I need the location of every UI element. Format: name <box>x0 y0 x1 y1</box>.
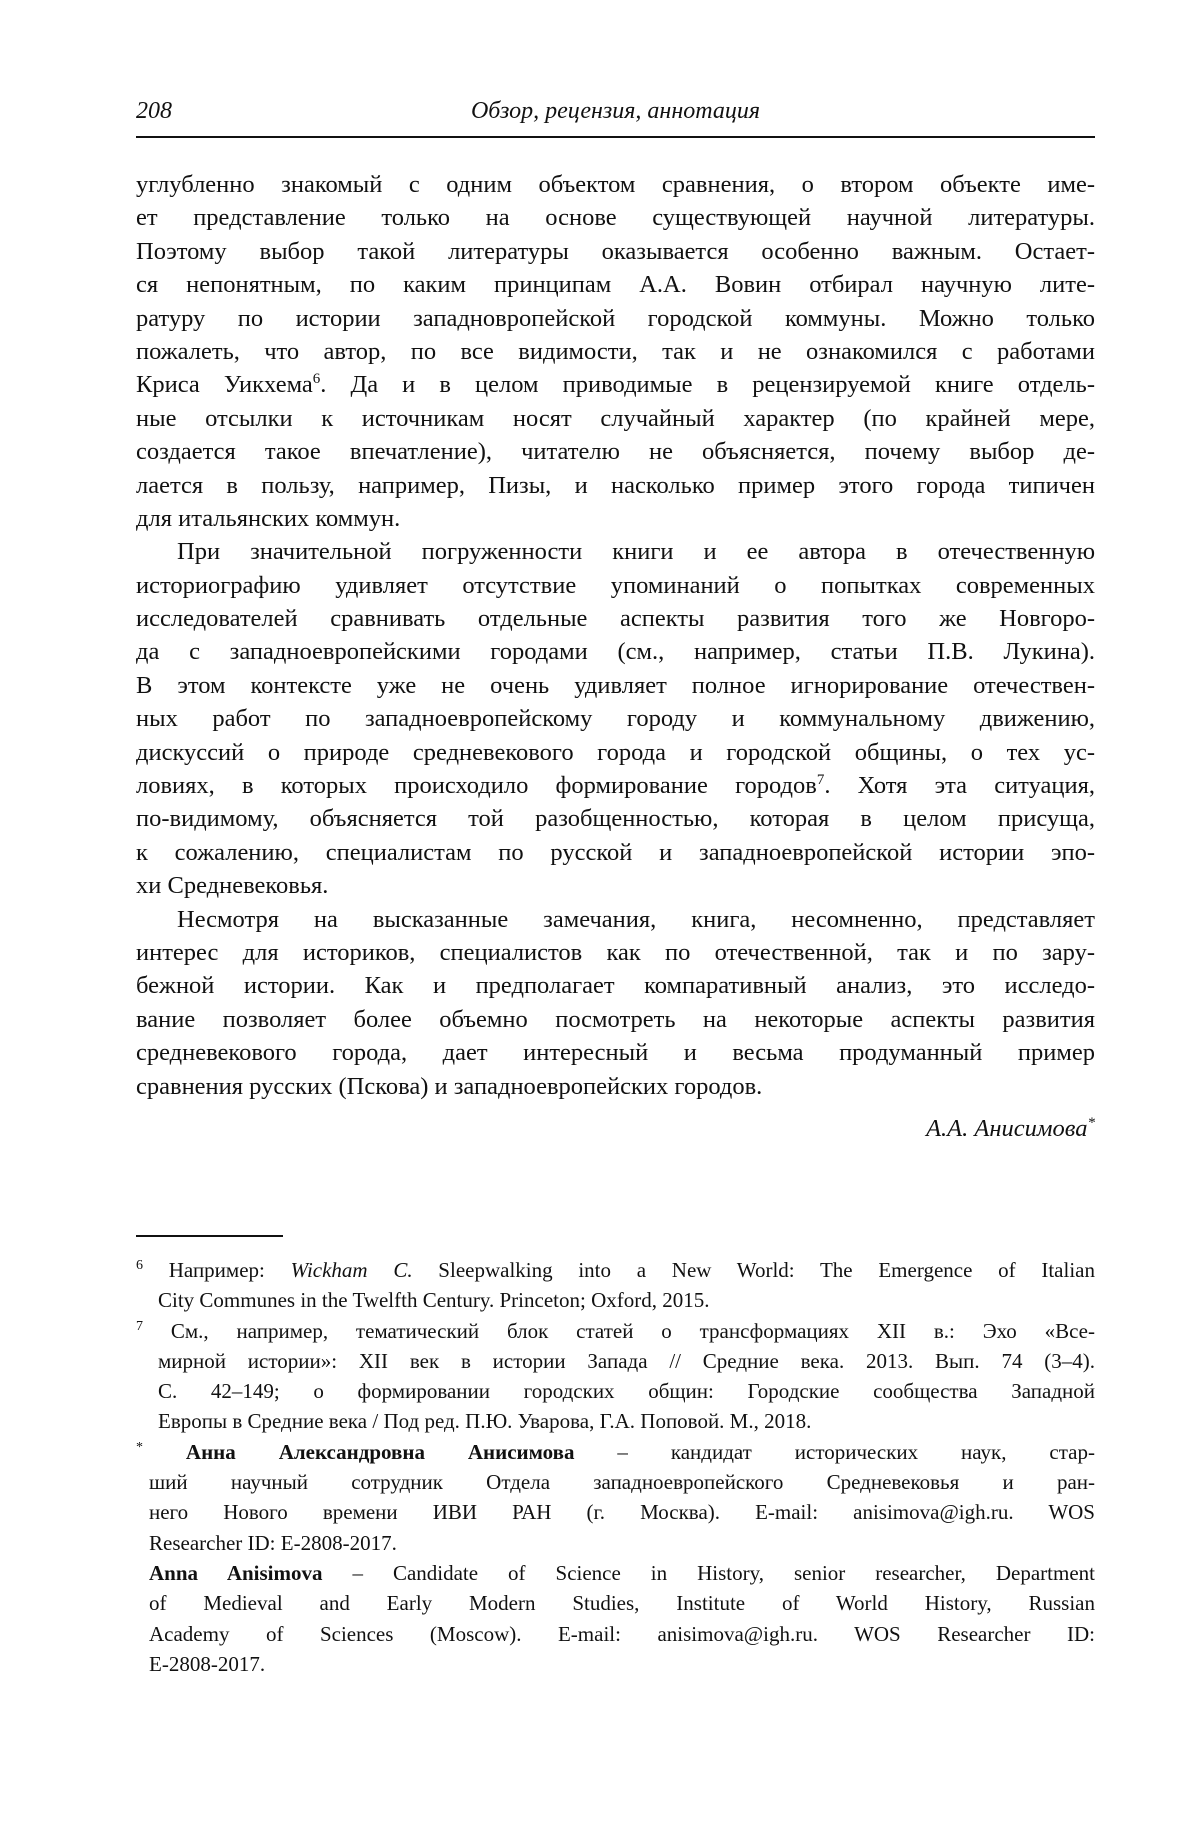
text-segment: Анна Александровна Анисимова <box>185 1439 575 1464</box>
text-line: Academy of Sciences (Moscow). E-mail: anisimova@igh.ru. WOS Researcher ID: <box>149 1621 1095 1646</box>
page-number: 208 <box>136 98 172 124</box>
text-line: для итальянских коммун. <box>136 504 401 532</box>
footnote <box>136 1316 1095 1437</box>
footnote-marker: 6 <box>312 371 321 388</box>
text-line: Researcher ID: E-2808-2017. <box>149 1530 397 1555</box>
text-line: ратуру по истории западновропейской городской коммуны. Можно только <box>136 304 1095 332</box>
footnote <box>136 1558 1095 1679</box>
text-line: бежной истории. Как и предполагает компаративный анализ, это исследо- <box>136 972 1095 1000</box>
running-header <box>136 96 1095 138</box>
text-segment: ловиях, в которых происходило формирование городов <box>136 772 817 800</box>
text-line: хи Средневековья. <box>136 872 329 900</box>
text-line: Несмотря на высказанные замечания, книга, несомненно, представляет <box>177 905 1095 933</box>
text-line: создается такое впечатление), читателю не объясняется, почему выбор де- <box>136 438 1095 466</box>
text-line: дискуссий о природе средневекового города и городской общины, о тех ус- <box>136 738 1095 766</box>
text-line <box>136 1558 1095 1588</box>
text-segment: См., например, тематический блок статей о трансформациях XII в.: Эхо «Все- <box>143 1318 1095 1343</box>
text-segment: – Candidate of Science in History, senior researcher, Department <box>322 1560 1095 1585</box>
text-line: ных работ по западноевропейскому городу и коммунальному движению, <box>136 705 1095 733</box>
text-line: вание позволяет более объемно посмотреть на некоторые аспекты развития <box>136 1005 1095 1033</box>
text-line: С. 42–149; о формировании городских общин: Городские сообщества Западной <box>158 1379 1095 1404</box>
signature-footnote-mark: * <box>1087 1114 1095 1131</box>
text-line: Европы в Средние века / Под ред. П.Ю. Уварова, Г.А. Поповой. М., 2018. <box>158 1409 812 1434</box>
text-line <box>136 1316 1095 1346</box>
paragraph <box>136 903 1095 1103</box>
author-signature <box>136 1109 1095 1149</box>
text-segment <box>143 1440 186 1464</box>
footnote <box>136 1437 1095 1558</box>
text-line: лается в пользу, например, Пизы, и насколько пример этого города типичен <box>136 471 1095 499</box>
footnote-marker: 7 <box>816 772 825 789</box>
text-line: него Нового времени ИВИ РАН (г. Москва). E-mail: anisimova@igh.ru. WOS <box>149 1500 1095 1525</box>
text-segment: Wickham C. <box>290 1258 413 1282</box>
footnote <box>136 1255 1095 1316</box>
text-line: интерес для историков, специалистов как по отечественной, так и по зару- <box>136 938 1095 966</box>
text-segment: . Да и в целом приводимые в рецензируемой книге отдель- <box>320 371 1095 399</box>
text-line: ные отсылки к источникам носят случайный характер (по крайней мере, <box>136 404 1095 432</box>
text-line: При значительной погруженности книги и ее автора в отечественную <box>177 538 1095 566</box>
text-segment: Sleepwalking into a New World: The Emergence of Italian <box>412 1258 1095 1282</box>
text-segment: Anna Anisimova <box>149 1560 323 1585</box>
text-line: средневекового города, дает интересный и весьма продуманный пример <box>136 1039 1095 1067</box>
text-line: ет представление только на основе существующей научной литературы. <box>136 204 1095 232</box>
text-line: исследователей сравнивать отдельные аспекты развития того же Новгоро- <box>136 605 1095 633</box>
section-title: Обзор, рецензия, аннотация <box>470 98 761 124</box>
text-line: of Medieval and Early Modern Studies, Institute of World History, Russian <box>149 1591 1095 1616</box>
text-segment: Например: <box>143 1258 291 1282</box>
text-line: ший научный сотрудник Отдела западноевропейского Средневековья и ран- <box>149 1470 1095 1495</box>
text-line <box>136 368 1095 401</box>
text-line: мирной истории»: XII век в истории Запада // Средние века. 2013. Вып. 74 (3–4). <box>158 1348 1095 1373</box>
footnote-marker: 6 <box>136 1258 143 1273</box>
text-line: E-2808-2017. <box>149 1651 266 1676</box>
text-line: углубленно знакомый с одним объектом сравнения, о втором объекте име- <box>136 171 1095 198</box>
text-line: В этом контексте уже не очень удивляет полное игнорирование отечествен- <box>136 671 1095 699</box>
text-line: City Communes in the Twelfth Century. Princeton; Oxford, 2015. <box>158 1288 710 1313</box>
text-line <box>136 769 1095 802</box>
text-segment: – кандидат исторических наук, стар- <box>574 1439 1095 1464</box>
text-line: пожалеть, что автор, по все видимости, так и не ознакомился с работами <box>136 337 1095 365</box>
footnote-separator <box>136 1235 283 1237</box>
text-line: к сожалению, специалистам по русской и западноевропейской истории эпо- <box>136 838 1095 866</box>
text-segment: . Хотя эта ситуация, <box>824 772 1095 800</box>
text-segment: Криса Уикхема <box>136 371 313 399</box>
text-line <box>136 1255 1095 1285</box>
text-line: сравнения русских (Пскова) и западноевропейских городов. <box>136 1072 763 1100</box>
text-line: по-видимому, объясняется той разобщенностью, которая в целом присуща, <box>136 805 1095 833</box>
body-text <box>136 168 1095 1149</box>
text-line: Поэтому выбор такой литературы оказывается особенно важным. Остает- <box>136 237 1095 265</box>
footnote-marker: 7 <box>136 1318 143 1334</box>
signature-name: А.А. Анисимова <box>926 1114 1088 1142</box>
paragraph <box>136 535 1095 902</box>
text-line: ся непонятным, по каким принципам А.А. Вовин отбирал научную лите- <box>136 271 1095 299</box>
text-line: да с западноевропейскими городами (см., например, статьи П.В. Лукина). <box>136 638 1095 666</box>
footnote-marker: * <box>136 1439 143 1455</box>
text-line <box>136 1437 1095 1467</box>
paragraph <box>136 168 1095 535</box>
footnotes <box>136 1255 1095 1679</box>
text-line: историографию удивляет отсутствие упоминаний о попытках современных <box>136 571 1095 599</box>
